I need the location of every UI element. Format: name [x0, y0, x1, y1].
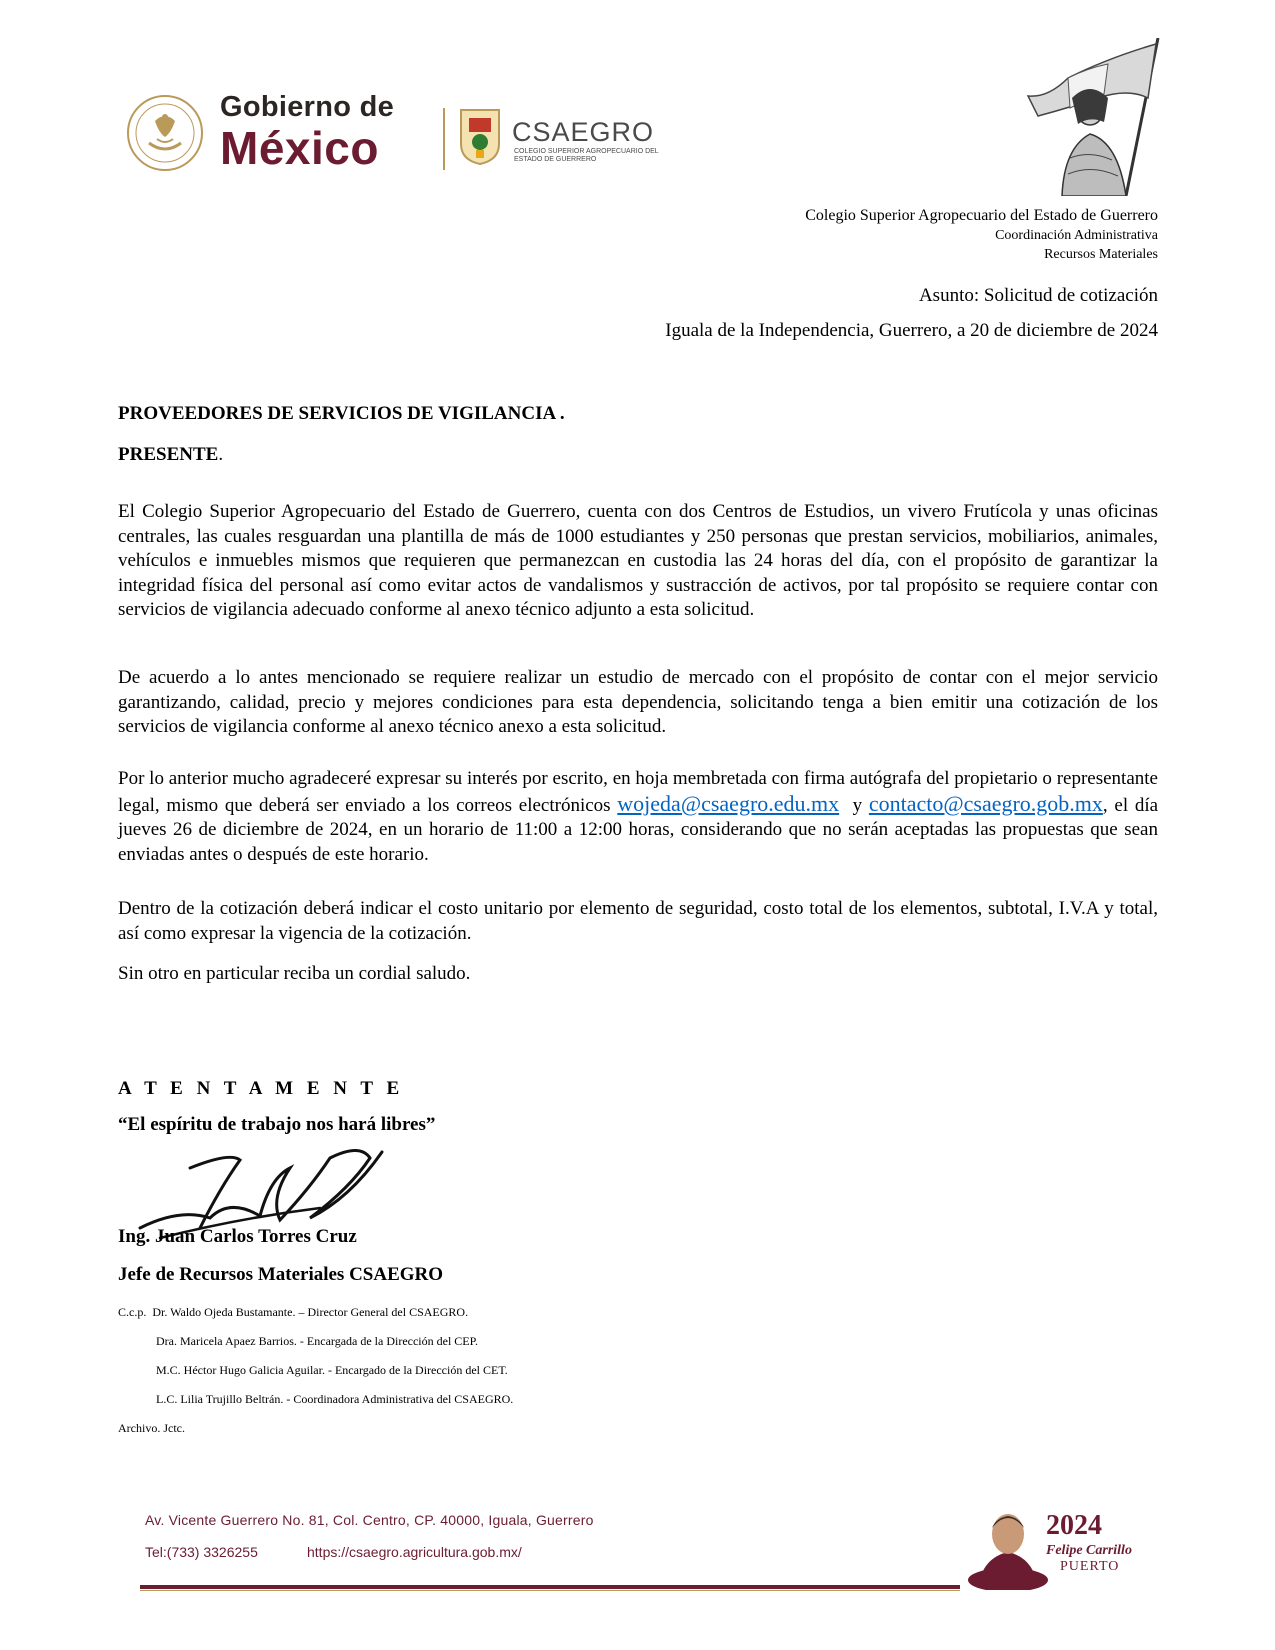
paragraph-3-and: y — [852, 794, 863, 816]
footer-rule — [140, 1585, 960, 1589]
paragraph-3-text-a: Por lo anterior mucho agradeceré expresar su interés por escrito, en hoja membretada con firma autógrafa del propietario o representante legal, mismo que deberá ser enviado a los correos electrónicos — [118, 768, 1158, 816]
anniv-name-1: Felipe Carrillo — [1046, 1543, 1132, 1558]
closing-motto: “El espíritu de trabajo nos hará libres” — [118, 1114, 436, 1135]
institution-department: Coordinación Administrativa — [995, 228, 1158, 243]
presente-period: . — [218, 444, 224, 465]
cc-row-1 — [118, 1298, 513, 1327]
place-date: Iguala de la Independencia, Guerrero, a 20 de diciembre de 2024 — [665, 320, 1158, 341]
gobierno-wordmark — [220, 90, 394, 172]
footer-rule-gold — [140, 1590, 960, 1591]
subject-line: Asunto: Solicitud de cotización — [918, 285, 1158, 306]
email-link-contacto[interactable]: contacto@csaegro.gob.mx — [868, 790, 1103, 816]
csaegro-emblem-icon — [457, 106, 503, 166]
felipe-carrillo-puerto-logo — [960, 1500, 1150, 1590]
paragraph-5: Sin otro en particular reciba un cordial saludo. — [118, 963, 471, 984]
logo-divider — [443, 108, 445, 170]
footer-address: Av. Vicente Guerrero No. 81, Col. Centro, CP. 40000, Iguala, Guerrero — [145, 1512, 594, 1528]
signer-name: Ing. Juan Carlos Torres Cruz — [118, 1226, 357, 1247]
paragraph-2: De acuerdo a lo antes mencionado se requiere realizar un estudio de mercado con el propósito de contar con el mejor servicio garantizando, calidad, precio y mejores condiciones para esta dependencia, solicitando tenga a bien emitir una cotización de los servicios de vigilancia conforme al anexo técnico anexo a esta solicitud. — [118, 667, 1158, 737]
cc-prefix: C.c.p. — [118, 1305, 147, 1319]
paragraph-3 — [118, 767, 1158, 867]
cc-archivo: Archivo. Jctc. — [118, 1421, 185, 1435]
csaegro-name: CSAEGRO — [512, 117, 655, 147]
anniv-name-2: PUERTO — [1060, 1559, 1120, 1574]
institution-area: Recursos Materiales — [1044, 247, 1158, 262]
cc-line-4: L.C. Lilia Trujillo Beltrán. - Coordinadora Administrativa del CSAEGRO. — [156, 1392, 514, 1406]
gobierno-line2: México — [220, 122, 379, 174]
footer-phone: Tel:(733) 3326255 — [145, 1544, 258, 1560]
presente-line — [118, 444, 223, 466]
signer-title: Jefe de Recursos Materiales CSAEGRO — [118, 1264, 444, 1285]
csaegro-subtitle: COLEGIO SUPERIOR AGROPECUARIO DEL ESTADO DE GUERRERO — [514, 148, 659, 163]
institution-name: Colegio Superior Agropecuario del Estado de Guerrero — [805, 207, 1158, 224]
paragraph-1: El Colegio Superior Agropecuario del Estado de Guerrero, cuenta con dos Centros de Estudios, un vivero Frutícola y unas oficinas centrales, las cuales resguardan una plantilla de más de 1000 estudiantes y 250 personas que prestan servicios, mobiliarios, animales, vehículos e inmuebles mismos que requieren que permanezcan en custodia las 24 horas del día, con el propósito de garantizar la integridad física del personal así como evitar actos de vandalismos y sustracción de activos, por tal propósito se requiere contar con servicios de vigilancia adecuado conforme al anexo técnico adjunto a esta solicitud. — [118, 501, 1158, 620]
cc-line-1: Dr. Waldo Ojeda Bustamante. – Director General del CSAEGRO. — [152, 1305, 469, 1319]
gobierno-line1: Gobierno de — [220, 91, 395, 123]
cc-line-2: Dra. Maricela Apaez Barrios. - Encargada de la Dirección del CEP. — [156, 1334, 478, 1348]
footer-website-link[interactable]: https://csaegro.agricultura.gob.mx/ — [307, 1544, 522, 1560]
presente-word: PRESENTE — [118, 444, 219, 465]
closing-atentamente: A T E N T A M E N T E — [118, 1078, 404, 1099]
header-logos — [125, 88, 665, 178]
paragraph-4: Dentro de la cotización deberá indicar el costo unitario por elemento de seguridad, costo total de los elementos, subtotal, I.V.A y total, así como expresar la vigencia de la cotización. — [118, 898, 1158, 944]
paragraph-3-text-b: , el día jueves 26 de diciembre de 2024, en un horario de 11:00 a 12:00 horas, considerando que no serán aceptadas las propuestas que sean enviadas antes o después de este horario. — [118, 794, 1159, 865]
anniv-year: 2024 — [1046, 1510, 1102, 1541]
email-link-wojeda[interactable]: wojeda@csaegro.edu.mx — [617, 790, 840, 816]
mexico-seal-icon — [125, 93, 205, 173]
cc-list — [118, 1298, 513, 1443]
flag-illustration — [1008, 38, 1166, 196]
addressee: PROVEEDORES DE SERVICIOS DE VIGILANCIA . — [118, 403, 565, 424]
cc-line-3: M.C. Héctor Hugo Galicia Aguilar. - Encargado de la Dirección del CET. — [156, 1363, 508, 1377]
institution-block — [805, 206, 1158, 264]
